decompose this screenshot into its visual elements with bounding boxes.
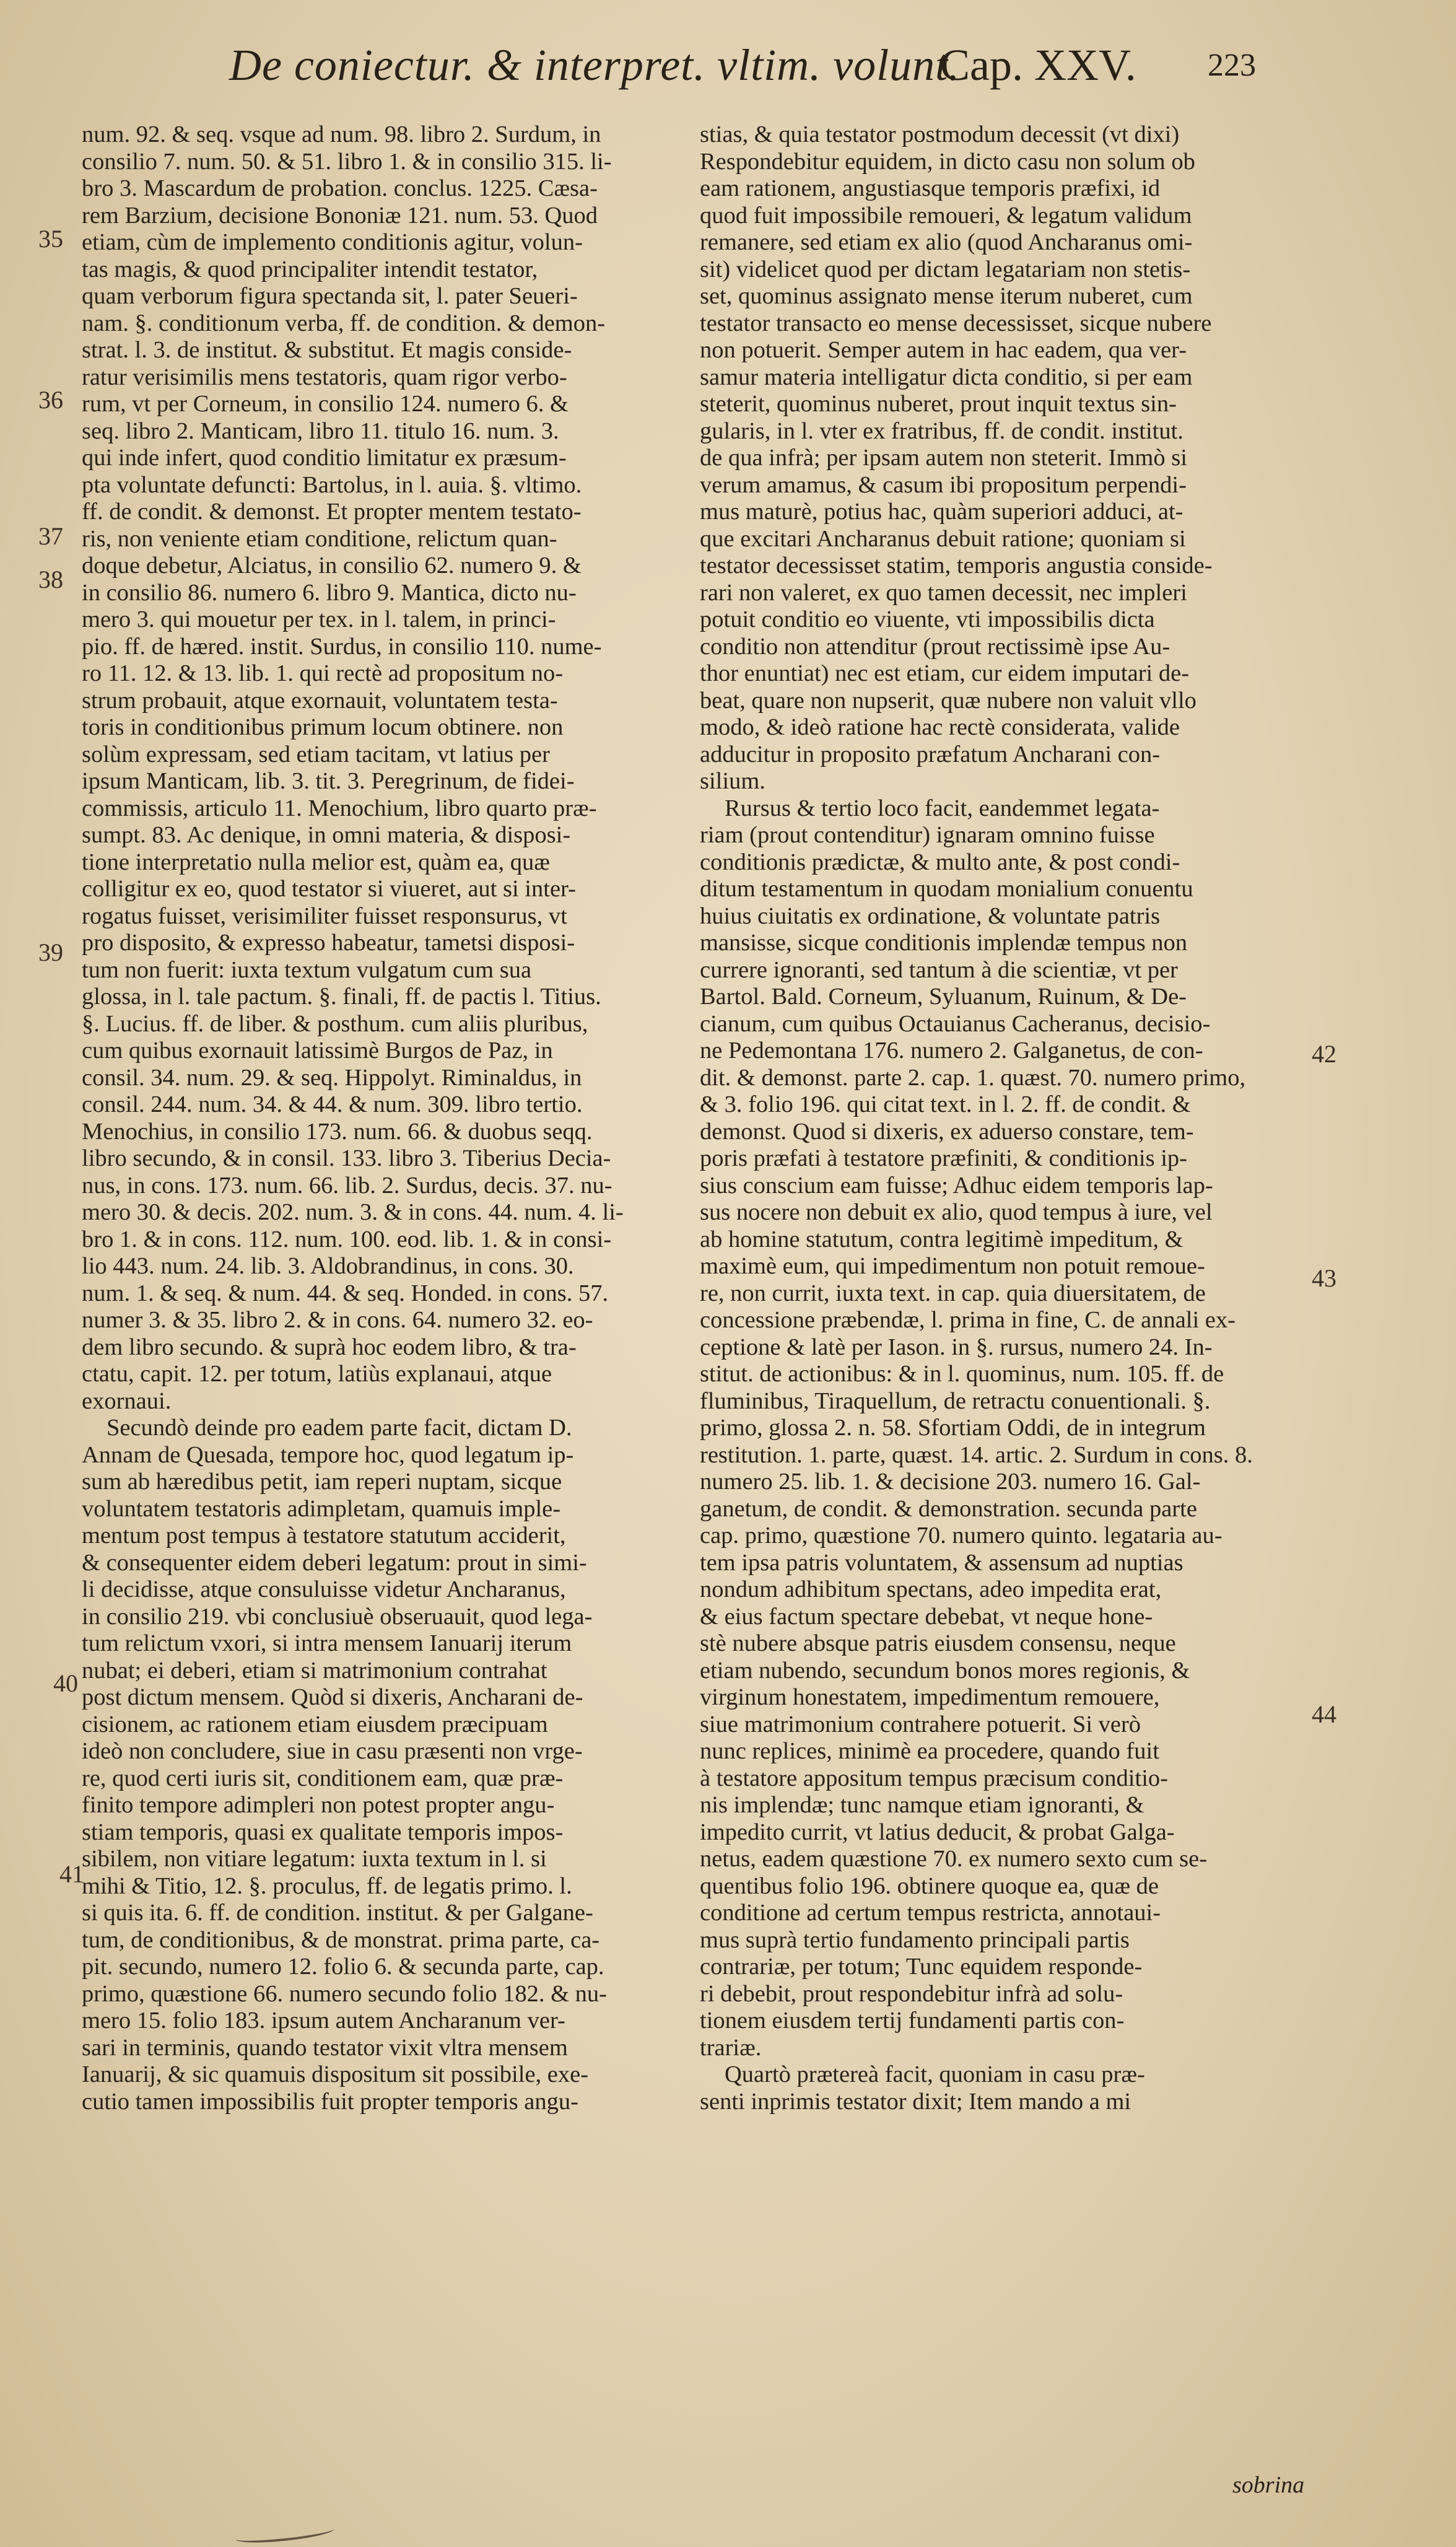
text-line: etiam, cùm de implemento conditionis agitur, volun-: [82, 229, 583, 255]
text-line: sit) videlicet quod per dictam legatariam non stetis-: [700, 256, 1191, 282]
text-line: impedito currit, vt latius deducit, & probat Galga-: [700, 1819, 1175, 1845]
text-line: stiam temporis, quasi ex qualitate temporis impos-: [82, 1819, 564, 1845]
text-line: tum relictum vxori, si intra mensem Ianuarij iterum: [82, 1630, 572, 1656]
text-line: ganetum, de condit. & demonstration. secunda parte: [700, 1495, 1197, 1522]
text-line: conditionis prædictæ, & multo ante, & post condi-: [700, 849, 1180, 875]
text-line: silium.: [700, 768, 765, 794]
text-line: trariæ.: [700, 2034, 762, 2061]
margin-number: 37: [38, 522, 63, 550]
left-text-column: [82, 121, 695, 2115]
text-line: samur materia intelligatur dicta conditio, si per eam: [700, 364, 1193, 390]
text-line: consil. 244. num. 34. & 44. & num. 309. libro tertio.: [82, 1091, 583, 1117]
text-line: finito tempore adimpleri non potest propter angu-: [82, 1792, 555, 1818]
text-line: adducitur in proposito præfatum Ancharani con-: [700, 741, 1161, 767]
text-line: non potuerit. Semper autem in hac eadem, qua ver-: [700, 337, 1187, 363]
text-line: ctatu, capit. 12. per totum, latiùs explanaui, atque: [82, 1361, 552, 1387]
text-line: ri debebit, prout respondebitur infrà ad solu-: [700, 1980, 1123, 2007]
text-line: ceptione & latè per Iason. in §. rursus, numero 24. In-: [700, 1334, 1213, 1360]
text-line: tas magis, & quod principaliter intendit testator,: [82, 256, 538, 282]
running-header: [229, 35, 1332, 109]
text-line: nam. §. conditionum verba, ff. de condition. & demon-: [82, 310, 606, 336]
text-line: in consilio 86. numero 6. libro 9. Mantica, dicto nu-: [82, 579, 577, 606]
text-line: re, non currit, iuxta text. in cap. quia diuersitatem, de: [700, 1280, 1206, 1306]
text-line: eam rationem, angustiasque temporis præfixi, id: [700, 175, 1161, 201]
text-line: mero 3. qui mouetur per tex. in l. talem, in princi-: [82, 606, 556, 632]
text-line: mero 15. folio 183. ipsum autem Ancharanum ver-: [82, 2007, 565, 2034]
text-line: nondum adhibitum spectans, adeo impedita erat,: [700, 1576, 1162, 1602]
text-line: nunc replices, minimè ea procedere, quando fuit: [700, 1738, 1159, 1764]
text-line: primo, quæstione 66. numero secundo folio 182. & nu-: [82, 1980, 607, 2007]
text-line: netus, eadem quæstione 70. ex numero sexto cum se-: [700, 1846, 1208, 1872]
text-line: pta voluntate defuncti: Bartolus, in l. auia. §. vltimo.: [82, 471, 582, 498]
text-line: mihi & Titio, 12. §. proculus, ff. de legatis primo. l.: [82, 1872, 572, 1899]
text-line: bro 3. Mascardum de probation. conclus. 1225. Cæsa-: [82, 175, 598, 201]
margin-number: 35: [38, 225, 63, 253]
text-line: virginum honestatem, impedimentum remouere,: [700, 1684, 1160, 1710]
text-line: pit. secundo, numero 12. folio 6. & secunda parte, cap.: [82, 1954, 604, 1980]
text-line: ratur verisimilis mens testatoris, quam rigor verbo-: [82, 364, 567, 390]
text-line: mero 30. & decis. 202. num. 3. & in cons. 44. num. 4. li-: [82, 1199, 624, 1225]
text-line: in consilio 219. vbi conclusiuè obseruauit, quod lega-: [82, 1603, 593, 1630]
text-line: gularis, in l. vter ex fratribus, ff. de condit. institut.: [700, 417, 1184, 444]
text-line: ris, non veniente etiam conditione, relictum quan-: [82, 525, 557, 552]
margin-number: 42: [1312, 1040, 1336, 1068]
text-line: cisionem, ac rationem etiam eiusdem præcipuam: [82, 1711, 548, 1737]
text-line: tum, de conditionibus, & de monstrat. prima parte, ca-: [82, 1926, 600, 1953]
text-line: strum probauit, atque exornauit, voluntatem testa-: [82, 687, 558, 714]
text-line: quod fuit impossibile remoueri, & legatum validum: [700, 202, 1192, 229]
margin-number: 39: [38, 938, 63, 966]
text-line: maximè eum, qui impedimentum non potuit remoue-: [700, 1253, 1205, 1279]
text-line: currere ignoranti, sed tantum à die scientiæ, vt per: [700, 956, 1178, 983]
text-line: testator decessisset statim, temporis angustia conside-: [700, 553, 1213, 579]
text-line: cutio tamen impossibilis fuit propter temporis angu-: [82, 2088, 578, 2115]
text-line: Menochius, in consilio 173. num. 66. & duobus seqq.: [82, 1118, 593, 1145]
text-line: sum ab hæredibus petit, iam reperi nuptam, sicque: [82, 1469, 562, 1495]
running-title: De coniectur. & interpret. vltim. volunt.: [229, 40, 961, 90]
text-line: tum non fuerit: iuxta textum vulgatum cum sua: [82, 956, 532, 983]
text-line: li decidisse, atque consuluisse videtur Ancharanus,: [82, 1576, 566, 1602]
text-line: nubat; ei deberi, etiam si matrimonium contrahat: [82, 1657, 547, 1684]
page-number: 223: [1208, 48, 1256, 83]
text-line: sibilem, non vitiare legatum: iuxta textum in l. si: [82, 1846, 547, 1872]
text-line: quam verborum figura spectanda sit, l. pater Seueri-: [82, 283, 578, 309]
text-line: tione interpretatio nulla melior est, quàm ea, quæ: [82, 849, 550, 875]
text-line: rum, vt per Corneum, in consilio 124. numero 6. &: [82, 391, 569, 417]
text-line: ff. de condit. & demonst. Et propter mentem testato-: [82, 499, 582, 525]
text-line: stitut. de actionibus: & in l. quominus, num. 105. ff. de: [700, 1361, 1224, 1387]
text-line: ditum testamentum in quodam monialium conuentu: [700, 876, 1193, 902]
text-line: qui inde infert, quod conditio limitatur ex præsum-: [82, 445, 567, 471]
text-line: Quartò prætereà facit, quoniam in casu præ-: [725, 2061, 1145, 2087]
margin-number: 43: [1312, 1264, 1336, 1292]
margin-number: 40: [53, 1669, 78, 1697]
text-line: primo, glossa 2. n. 58. Sfortiam Oddi, de in integrum: [700, 1415, 1206, 1441]
text-line: lio 443. num. 24. lib. 3. Aldobrandinus, in cons. 30.: [82, 1253, 574, 1279]
text-line: doque debetur, Alciatus, in consilio 62. numero 9. &: [82, 553, 582, 579]
text-line: sius conscium eam fuisse; Adhuc eidem temporis lap-: [700, 1172, 1213, 1199]
text-line: concessione præbendæ, l. prima in fine, C. de annali ex-: [700, 1307, 1236, 1333]
text-line: restitution. 1. parte, quæst. 14. artic. 2. Surdum in cons. 8.: [700, 1441, 1253, 1468]
text-line: & eius factum spectare debebat, vt neque hone-: [700, 1603, 1153, 1630]
text-line: steterit, quominus nuberet, prout inquit textus sin-: [700, 391, 1177, 417]
text-line: re, quod certi iuris sit, conditionem eam, quæ præ-: [82, 1765, 564, 1791]
text-line: stè nubere absque patris eiusdem consensu, neque: [700, 1630, 1176, 1656]
text-line: Secundò deinde pro eadem parte facit, dictam D.: [107, 1415, 572, 1441]
text-line: consilio 7. num. 50. & 51. libro 1. & in consilio 315. li-: [82, 148, 612, 175]
chapter-label: Cap. XXV.: [940, 40, 1136, 90]
text-line: pio. ff. de hæred. instit. Surdus, in consilio 110. nume-: [82, 633, 602, 660]
text-line: demonst. Quod si dixeris, ex aduerso constare, tem-: [700, 1118, 1194, 1145]
text-line: toris in conditionibus primum locum obtinere. non: [82, 714, 564, 740]
text-line: sumpt. 83. Ac denique, in omni materia, & disposi-: [82, 822, 571, 848]
text-line: libro secundo, & in consil. 133. libro 3. Tiberius Decia-: [82, 1145, 611, 1171]
text-line: Annam de Quesada, tempore hoc, quod legatum ip-: [82, 1441, 574, 1468]
text-line: Bartol. Bald. Corneum, Syluanum, Ruinum, & De-: [700, 984, 1187, 1010]
text-line: senti inprimis testator dixit; Item mando a mi: [700, 2088, 1131, 2115]
text-line: num. 1. & seq. & num. 44. & seq. Honded. in cons. 57.: [82, 1280, 609, 1306]
text-line: sus nocere non debuit ex alio, quod tempus à iure, vel: [700, 1199, 1213, 1225]
text-line: voluntatem testatoris adimpletam, quamuis imple-: [82, 1495, 561, 1522]
text-line: nus, in cons. 173. num. 66. lib. 2. Surdus, decis. 37. nu-: [82, 1172, 612, 1199]
text-line: ro 11. 12. & 13. lib. 1. qui rectè ad propositum no-: [82, 660, 564, 686]
text-line: remanere, sed etiam ex alio (quod Ancharanus omi-: [700, 229, 1193, 255]
margin-number: 41: [59, 1860, 84, 1888]
text-line: & 3. folio 196. qui citat text. in l. 2. ff. de condit. &: [700, 1091, 1191, 1117]
text-line: cap. primo, quæstione 70. numero quinto. legataria au-: [700, 1523, 1223, 1549]
text-line: numer 3. & 35. libro 2. & in cons. 64. numero 32. eo-: [82, 1307, 593, 1333]
text-line: rari non valeret, ex quo tamen decessit, nec impleri: [700, 579, 1187, 606]
text-line: exornaui.: [82, 1387, 172, 1414]
text-line: potuit conditio eo viuente, vti impossibilis dicta: [700, 606, 1155, 632]
text-line: colligitur ex eo, quod testator si viueret, aut si inter-: [82, 876, 576, 902]
text-line: num. 92. & seq. vsque ad num. 98. libro 2. Surdum, in: [82, 121, 601, 147]
text-line: post dictum mensem. Quòd si dixeris, Ancharani de-: [82, 1684, 583, 1710]
text-line: ab homine statutum, contra legitimè impeditum, &: [700, 1226, 1184, 1252]
text-line: §. Lucius. ff. de liber. & posthum. cum aliis pluribus,: [82, 1010, 588, 1037]
text-line: dem libro secundo. & suprà hoc eodem libro, & tra-: [82, 1334, 577, 1360]
margin-number: 44: [1312, 1700, 1336, 1728]
text-line: solùm expressam, sed etiam tacitam, vt latius per: [82, 741, 550, 767]
text-line: beat, quare non nupserit, quæ nubere non valuit vllo: [700, 687, 1197, 714]
text-line: thor enuntiat) nec est etiam, cur eidem imputari de-: [700, 660, 1190, 686]
text-line: que excitari Ancharanus debuit ratione; quoniam si: [700, 525, 1186, 552]
text-line: bro 1. & in cons. 112. num. 100. eod. lib. 1. & in consi-: [82, 1226, 612, 1252]
text-line: mus suprà tertio fundamento principali partis: [700, 1926, 1130, 1953]
text-line: si quis ita. 6. ff. de condition. institut. & per Galgane-: [82, 1900, 593, 1926]
text-line: modo, & ideò ratione hac rectè considerata, valide: [700, 714, 1180, 740]
text-line: strat. l. 3. de institut. & substitut. Et magis conside-: [82, 337, 572, 363]
text-line: stias, & quia testator postmodum decessit (vt dixi): [700, 121, 1180, 147]
text-line: pro disposito, & expresso habeatur, tametsi disposi-: [82, 930, 575, 956]
text-line: riam (prout contenditur) ignaram omnino fuisse: [700, 822, 1155, 848]
text-line: à testatore appositum tempus præcisum conditio-: [700, 1765, 1168, 1791]
text-line: conditione ad certum tempus restricta, annotaui-: [700, 1900, 1161, 1926]
text-line: ipsum Manticam, lib. 3. tit. 3. Peregrinum, de fidei-: [82, 768, 575, 794]
right-text-column: [700, 121, 1313, 2115]
text-line: numero 25. lib. 1. & decisione 203. numero 16. Gal-: [700, 1469, 1201, 1495]
text-line: Respondebitur equidem, in dicto casu non solum ob: [700, 148, 1195, 175]
text-line: quentibus folio 196. obtinere quoque ea, quæ de: [700, 1872, 1159, 1899]
text-line: set, quominus assignato mense iterum nuberet, cum: [700, 283, 1193, 309]
text-line: conditio non attenditur (prout rectissimè ipse Au-: [700, 633, 1170, 660]
text-line: mansisse, sicque conditionis implendæ tempus non: [700, 930, 1188, 956]
margin-number: 36: [38, 386, 63, 414]
text-line: Ianuarij, & sic quamuis dispositum sit possibile, exe-: [82, 2061, 589, 2087]
text-line: cianum, cum quibus Octauianus Cacheranus, decisio-: [700, 1010, 1211, 1037]
text-line: etiam nubendo, secundum bonos mores regionis, &: [700, 1657, 1190, 1684]
text-line: sari in terminis, quando testator vixit vltra mensem: [82, 2034, 568, 2061]
text-line: cum quibus exornauit latissimè Burgos de Paz, in: [82, 1038, 553, 1064]
margin-number: 38: [38, 566, 63, 593]
text-line: tem ipsa patris voluntatem, & assensum ad nuptias: [700, 1549, 1184, 1576]
text-line: mentum post tempus à testatore statutum acciderit,: [82, 1523, 566, 1549]
catchword: sobrina: [1232, 2472, 1305, 2498]
text-line: ne Pedemontana 176. numero 2. Galganetus, de con-: [700, 1038, 1203, 1064]
text-line: poris præfati à testatore præfiniti, & conditionis ip-: [700, 1145, 1187, 1171]
text-line: dit. & demonst. parte 2. cap. 1. quæst. 70. numero primo,: [700, 1064, 1246, 1091]
text-line: & consequenter eidem deberi legatum: prout in simi-: [82, 1549, 587, 1576]
text-line: seq. libro 2. Manticam, libro 11. titulo 16. num. 3.: [82, 417, 559, 444]
text-line: verum amamus, & casum ibi propositum perpendi-: [700, 471, 1187, 498]
text-line: contrariæ, per totum; Tunc equidem responde-: [700, 1954, 1143, 1980]
text-line: nis implendæ; tunc namque etiam ignoranti, &: [700, 1792, 1144, 1818]
text-line: consil. 34. num. 29. & seq. Hippolyt. Riminaldus, in: [82, 1064, 582, 1091]
text-line: huius ciuitatis ex ordinatione, & voluntate patris: [700, 902, 1161, 929]
text-line: de qua infrà; per ipsam autem non steterit. Immò si: [700, 445, 1187, 471]
ink-mark: [235, 2522, 334, 2546]
text-line: tionem eiusdem tertij fundamenti partis con-: [700, 2007, 1125, 2034]
text-line: ideò non concludere, siue in casu præsenti non vrge-: [82, 1738, 583, 1764]
text-line: fluminibus, Tiraquellum, de retractu conuentionali. §.: [700, 1387, 1211, 1414]
text-line: glossa, in l. tale pactum. §. finali, ff. de pactis l. Titius.: [82, 984, 601, 1010]
text-line: siue matrimonium contrahere potuerit. Si verò: [700, 1711, 1141, 1737]
text-line: rogatus fuisset, verisimiliter fuisset responsurus, vt: [82, 902, 567, 929]
text-line: commissis, articulo 11. Menochium, libro quarto præ-: [82, 795, 597, 821]
text-line: testator transacto eo mense decessisset, sicque nubere: [700, 310, 1212, 336]
text-line: Rursus & tertio loco facit, eandemmet legata-: [725, 795, 1160, 821]
text-line: rem Barzium, decisione Bononiæ 121. num. 53. Quod: [82, 202, 598, 229]
text-line: mus maturè, potius hac, quàm superiori adduci, at-: [700, 499, 1184, 525]
